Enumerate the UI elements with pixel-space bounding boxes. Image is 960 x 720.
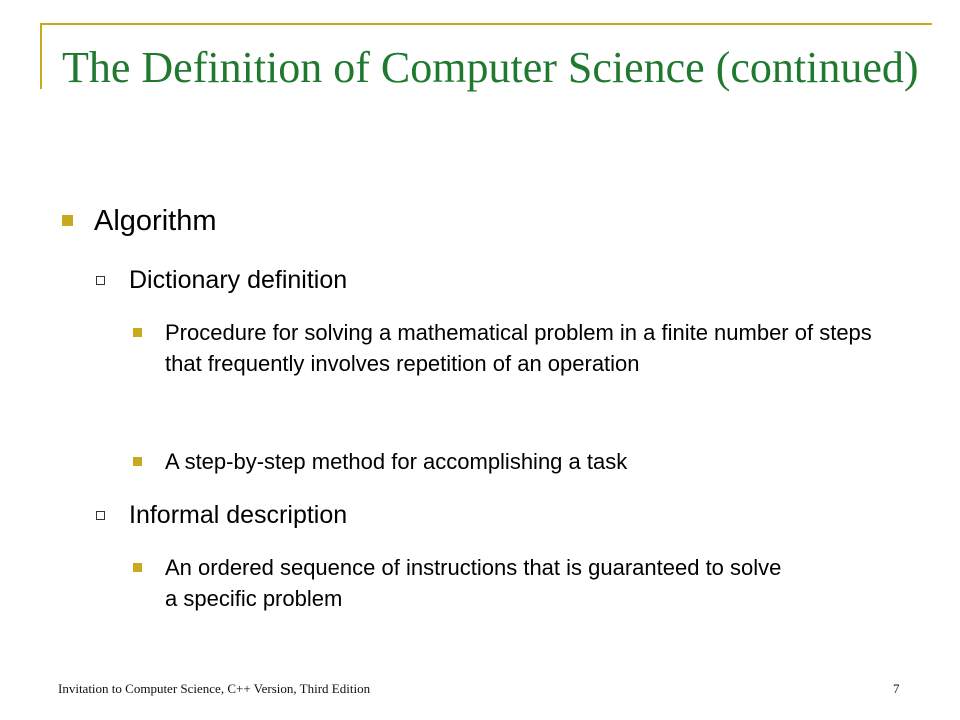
bullet-informal-description-text: Informal description: [129, 501, 348, 529]
title-frame-top-line: [40, 23, 932, 25]
slide-title: The Definition of Computer Science (continued): [62, 43, 919, 92]
square-bullet-icon: [133, 328, 142, 337]
square-bullet-icon: [62, 215, 73, 226]
bullet-dictionary-definition-text: Dictionary definition: [129, 266, 348, 294]
bullet-dictionary-item-2-text: A step-by-step method for accomplishing a task: [165, 449, 628, 474]
page-number: 7: [893, 681, 900, 696]
square-bullet-icon: [133, 563, 142, 572]
hollow-square-bullet-icon: [96, 511, 105, 520]
footer-text: Invitation to Computer Science, C++ Version, Third Edition: [58, 681, 371, 696]
title-frame-left-line: [40, 23, 42, 89]
hollow-square-bullet-icon: [96, 276, 105, 285]
square-bullet-icon: [133, 457, 142, 466]
bullet-dictionary-item-1-text: Procedure for solving a mathematical problem in a finite number of steps that frequently involves repetition of an operation: [165, 320, 872, 376]
bullet-informal-item-1-text: An ordered sequence of instructions that is guaranteed to solve a specific problem: [165, 555, 782, 611]
bullet-algorithm-text: Algorithm: [94, 205, 217, 237]
